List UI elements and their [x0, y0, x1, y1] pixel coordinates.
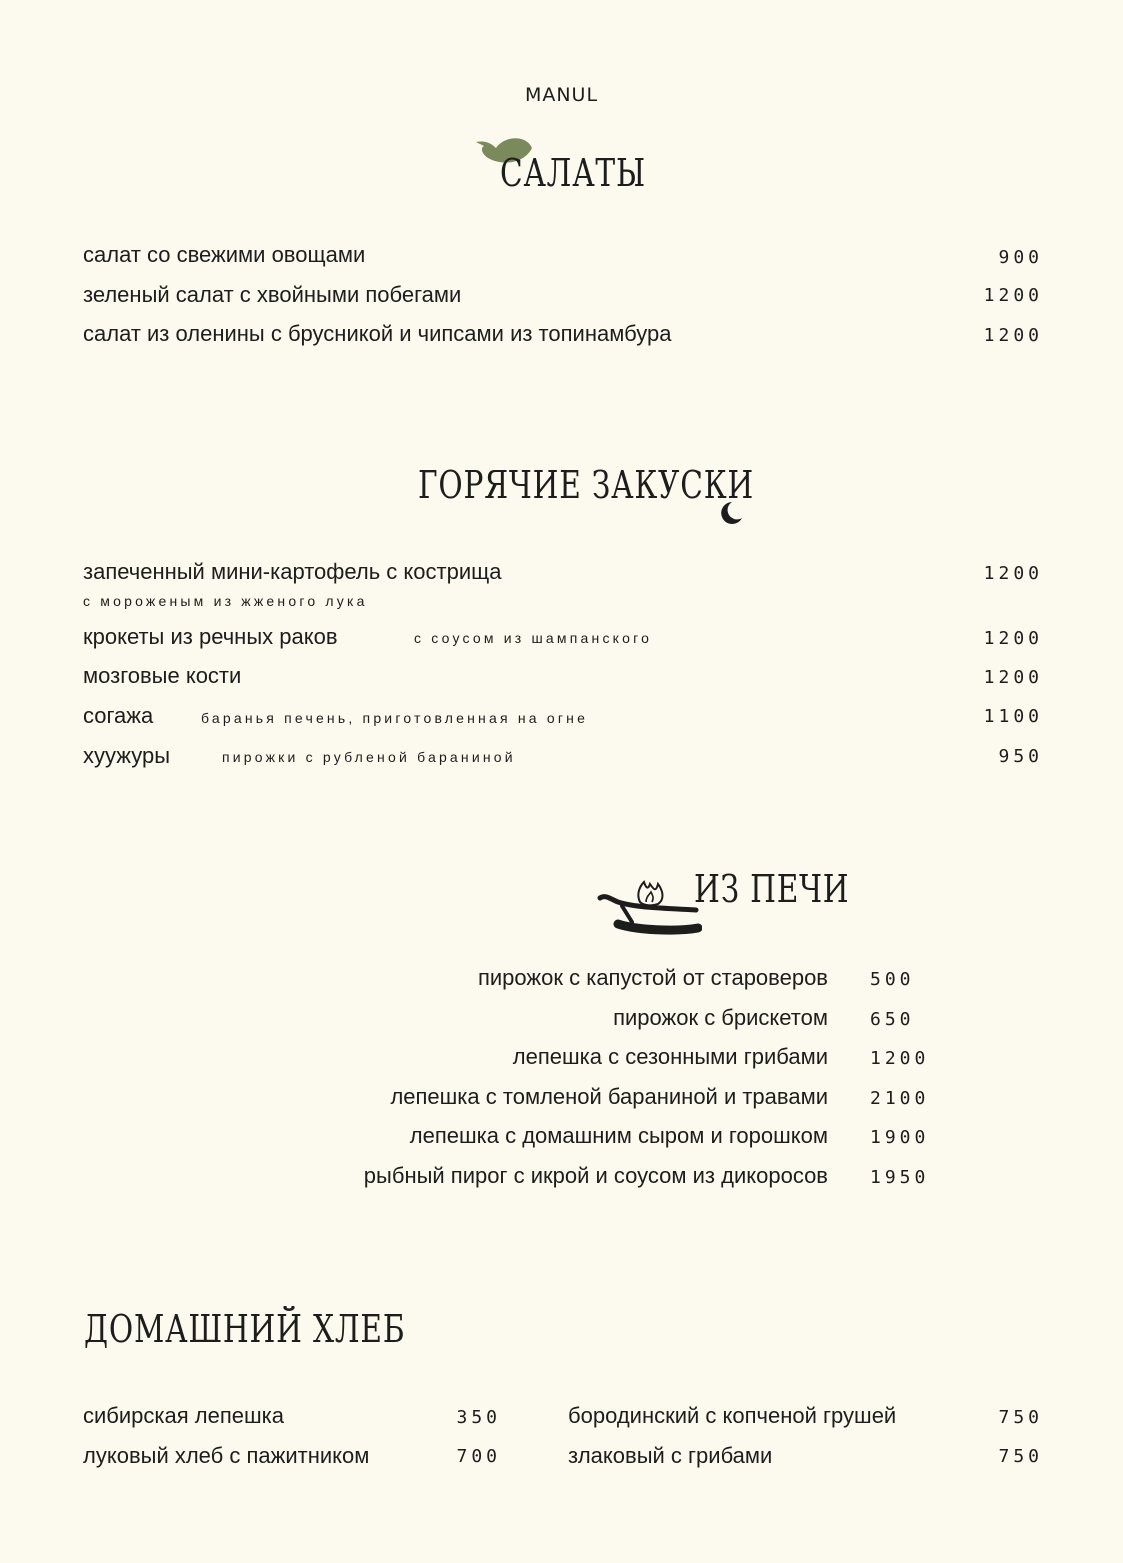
item-description: баранья печень, приготовленная на огне [201, 710, 589, 726]
menu-item [0, 624, 1123, 654]
menu-item [0, 1044, 1123, 1074]
menu-item [0, 1123, 1123, 1153]
section-title-bread: ДОМАШНИЙ ХЛЕБ [84, 1307, 406, 1351]
item-name: пирожок с брискетом [613, 1005, 828, 1030]
menu-item [0, 663, 1123, 693]
section-title-oven: ИЗ ПЕЧИ [694, 867, 850, 911]
item-price: 1200 [983, 285, 1043, 306]
item-price: 1200 [983, 563, 1043, 584]
item-name: лепешка с томленой бараниной и травами [390, 1084, 828, 1109]
item-price: 1200 [983, 325, 1043, 346]
item-name: салат со свежими овощами [83, 242, 366, 267]
menu-item [0, 703, 1123, 733]
menu-item [0, 282, 1123, 312]
menu-item [0, 1005, 1123, 1035]
item-description: пирожки с рубленой бараниной [222, 749, 516, 765]
menu-item [0, 965, 1123, 995]
item-name: мозговые кости [83, 663, 242, 688]
section-title-hot: ГОРЯЧИЕ ЗАКУСКИ [418, 463, 755, 507]
item-name: лепешка с домашним сыром и горошком [409, 1123, 828, 1148]
section-title-salads: САЛАТЫ [500, 151, 646, 195]
item-name: зеленый салат с хвойными побегами [83, 282, 462, 307]
menu-item [0, 1163, 1123, 1193]
item-name: сибирская лепешка [83, 1403, 284, 1428]
item-name: хуужуры [83, 743, 171, 768]
item-price: 950 [998, 746, 1043, 767]
item-price: 1100 [983, 706, 1043, 727]
item-price: 1950 [870, 1167, 930, 1188]
item-name: лепешка с сезонными грибами [512, 1044, 828, 1069]
item-price: 350 [456, 1407, 501, 1428]
item-price: 1200 [870, 1048, 930, 1069]
menu-item [0, 559, 1123, 589]
item-price: 750 [998, 1446, 1043, 1467]
item-name: рыбный пирог с икрой и соусом из дикоросов [363, 1163, 828, 1188]
item-price: 1200 [983, 628, 1043, 649]
menu-item [0, 1443, 1123, 1473]
item-price: 900 [998, 247, 1043, 268]
item-name: злаковый с грибами [568, 1443, 773, 1468]
menu-item [0, 1403, 1123, 1433]
item-name: запеченный мини-картофель с кострища [83, 559, 502, 584]
item-price: 500 [870, 969, 915, 990]
item-description: с мороженым из жженого лука [83, 593, 368, 609]
item-price: 1900 [870, 1127, 930, 1148]
item-price: 650 [870, 1009, 915, 1030]
moon-icon [716, 500, 744, 528]
item-price: 1200 [983, 667, 1043, 688]
menu-item [0, 242, 1123, 272]
menu-item [0, 321, 1123, 351]
menu-item [0, 743, 1123, 773]
menu-item [0, 1084, 1123, 1114]
item-name: пирожок с капустой от староверов [477, 965, 828, 990]
item-price: 700 [456, 1446, 501, 1467]
item-name: крокеты из речных раков [83, 624, 338, 649]
item-price: 750 [998, 1407, 1043, 1428]
item-name: согажа [83, 703, 154, 728]
fire-icon [596, 872, 702, 936]
item-name: салат из оленины с брусникой и чипсами из топинамбура [83, 321, 672, 346]
item-description: с соусом из шампанского [414, 630, 653, 646]
brand-logo: MANUL [524, 84, 599, 106]
item-name: луковый хлеб с пажитником [83, 1443, 370, 1468]
item-name: бородинский с копченой грушей [568, 1403, 897, 1428]
item-price: 2100 [870, 1088, 930, 1109]
